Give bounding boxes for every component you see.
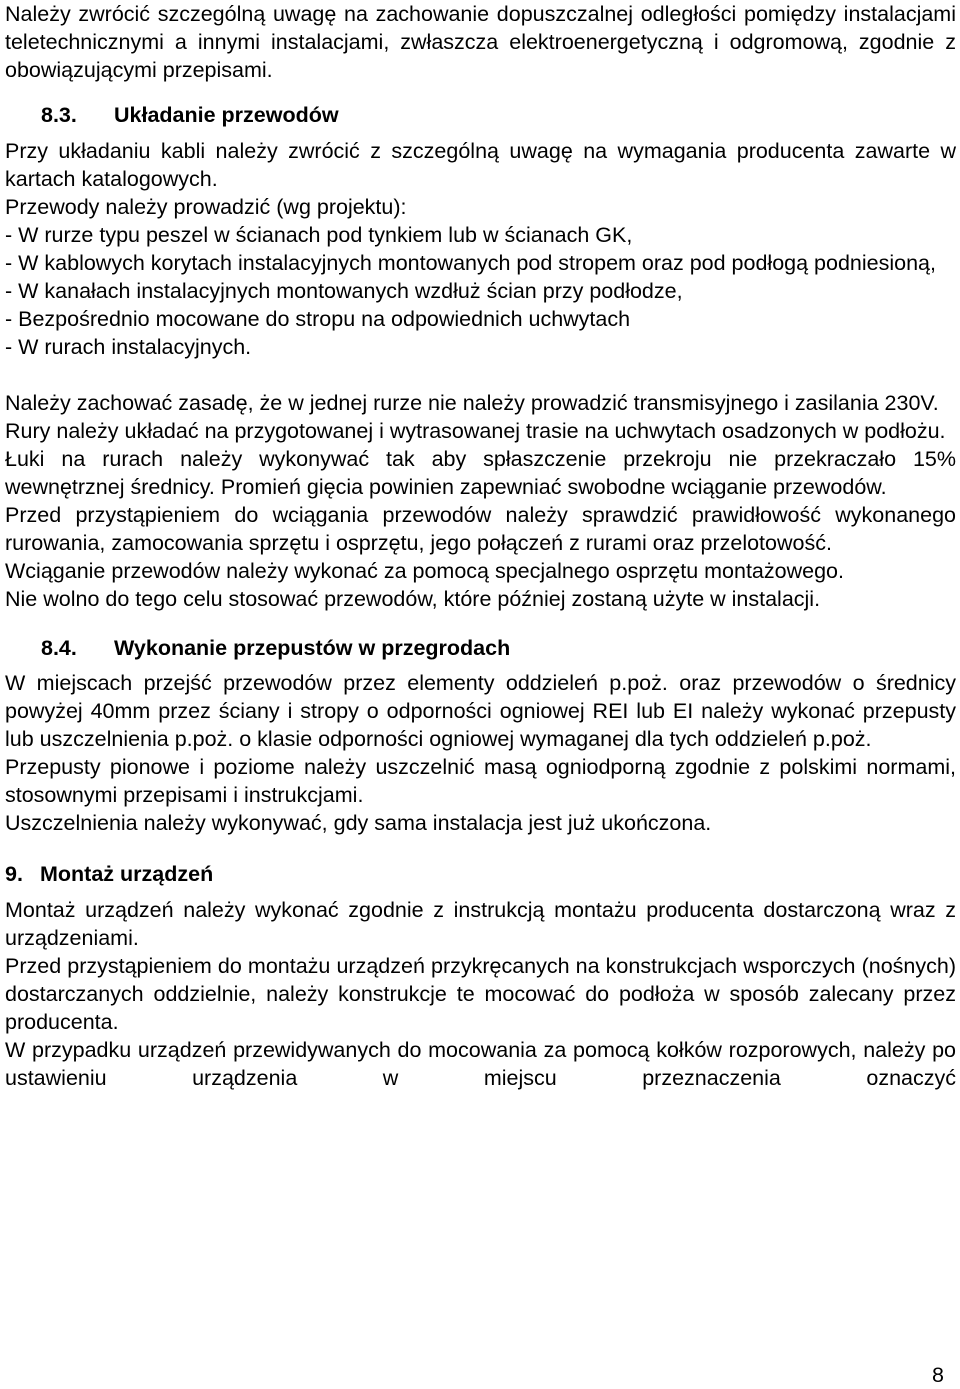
paragraph: Przy układaniu kabli należy zwrócić z szczególną uwagę na wymagania producenta zawarte w kartach katalogowych. xyxy=(5,139,956,191)
paragraph: Przed przystąpieniem do wciągania przewodów należy sprawdzić prawidłowość wykonanego rurowania, zamocowania sprzętu i osprzętu, jego połączeń z rurami oraz przelotowość. xyxy=(5,503,956,555)
section-title: Wykonanie przepustów w przegrodach xyxy=(114,636,511,660)
paragraph: Przed przystąpieniem do montażu urządzeń przykręcanych na konstrukcjach wsporczych (nośnych) dostarczanych oddzielnie, należy konstrukcje te mocować do podłoża w sposób zalecany przez producenta. xyxy=(5,954,956,1034)
paragraph: Uszczelnienia należy wykonywać, gdy sama instalacja jest już ukończona. xyxy=(5,811,712,835)
document-page xyxy=(5,0,956,1092)
paragraph: Należy zachować zasadę, że w jednej rurze nie należy prowadzić transmisyjnego i zasilania 230V. xyxy=(5,391,939,415)
section-heading-8-4 xyxy=(5,634,956,662)
list-item: - Bezpośrednio mocowane do stropu na odpowiednich uchwytach xyxy=(5,307,631,331)
section-title: Montaż urządzeń xyxy=(40,862,214,886)
paragraph: Należy zwrócić szczególną uwagę na zachowanie dopuszczalnej odległości pomiędzy instalacjami teletechnicznymi a innymi instalacjami, zwłaszcza elektroenergetyczną i odgromową, zgodnie z obowiązującymi przepisami. xyxy=(5,2,956,82)
paragraph: Łuki na rurach należy wykonywać tak aby spłaszczenie przekroju nie przekraczało 15% wewnętrznej średnicy. Promień gięcia powinien zapewniać swobodne wciąganie przewodów. xyxy=(5,447,956,499)
paragraph: Przepusty pionowe i poziome należy uszczelnić masą ogniodporną zgodnie z polskimi normami, stosownymi przepisami i instrukcjami. xyxy=(5,755,956,807)
section-number: 8.3. xyxy=(41,103,77,127)
page-number: 8 xyxy=(932,1363,944,1387)
spacer xyxy=(5,361,956,389)
paragraph: W przypadku urządzeń przewidywanych do mocowania za pomocą kołków rozporowych, należy po ustawieniu urządzenia w miejscu przeznaczenia oznaczyć xyxy=(5,1038,956,1090)
section-number: 9. xyxy=(5,862,23,886)
section-title: Układanie przewodów xyxy=(114,103,339,127)
list-item: - W kanałach instalacyjnych montowanych wzdłuż ścian przy podłodze, xyxy=(5,279,683,303)
list-item: - W rurze typu peszel w ścianach pod tynkiem lub w ścianach GK, xyxy=(5,223,633,247)
paragraph: Wciąganie przewodów należy wykonać za pomocą specjalnego osprzętu montażowego. xyxy=(5,559,844,583)
paragraph: Montaż urządzeń należy wykonać zgodnie z instrukcją montażu producenta dostarczoną wraz z urządzeniami. xyxy=(5,898,956,950)
paragraph: W miejscach przejść przewodów przez elementy oddzieleń p.poż. oraz przewodów o średnicy powyżej 40mm przez ściany i stropy o odporności ogniowej REI lub EI należy wykonać przepusty lub uszczelnienia p.poż. o klasie odporności ogniowej wymaganej dla tych oddzieleń p.poż. xyxy=(5,671,956,751)
list-item: - W kablowych korytach instalacyjnych montowanych pod stropem oraz pod podłogą podniesioną, xyxy=(5,251,936,275)
section-heading-9 xyxy=(5,860,956,888)
paragraph: Nie wolno do tego celu stosować przewodów, które później zostaną użyte w instalacji. xyxy=(5,587,821,611)
section-number: 8.4. xyxy=(41,636,77,660)
paragraph: Rury należy układać na przygotowanej i wytrasowanej trasie na uchwytach osadzonych w podłożu. xyxy=(5,419,946,443)
section-heading-8-3 xyxy=(5,101,956,129)
paragraph: Przewody należy prowadzić (wg projektu): xyxy=(5,195,407,219)
list-item: - W rurach instalacyjnych. xyxy=(5,335,252,359)
